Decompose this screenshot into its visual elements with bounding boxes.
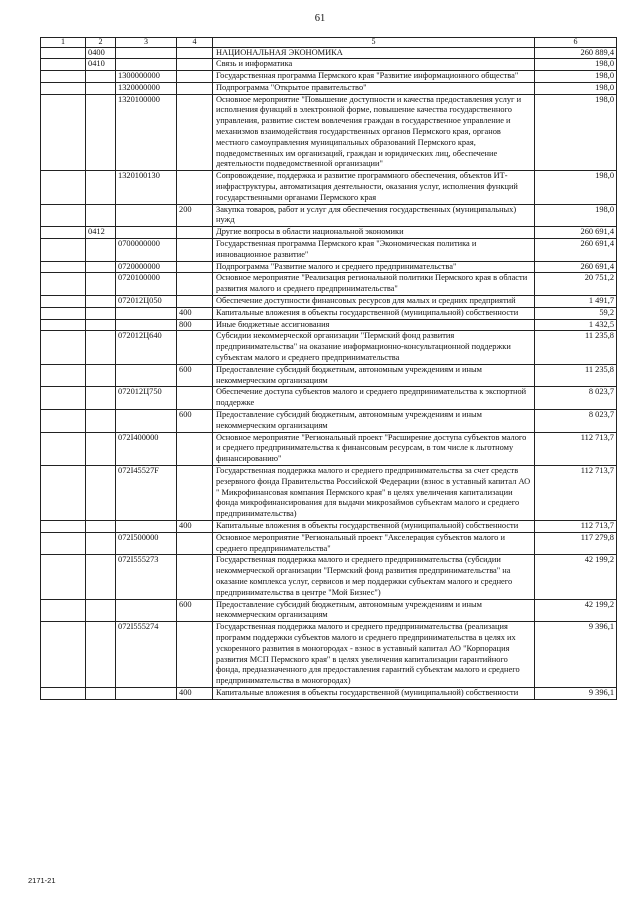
cell-amount: 198,0	[535, 94, 617, 171]
cell-expense-type: 400	[177, 307, 213, 319]
cell-name: Иные бюджетные ассигнования	[213, 319, 535, 331]
table-row	[41, 82, 617, 94]
column-number: 6	[535, 38, 617, 48]
cell-section-code	[86, 520, 116, 532]
cell-name: Сопровождение, поддержка и развитие программного обеспечения, объектов ИТ-инфраструктуры, автоматизация деятельности, оказания услуг, исполнения функций государственными органами Пермского края	[213, 171, 535, 204]
cell-expense-type: 600	[177, 410, 213, 433]
cell-col1	[41, 171, 86, 204]
cell-expense-type: 400	[177, 687, 213, 699]
cell-name: Государственная программа Пермского края "Развитие информационного общества"	[213, 71, 535, 83]
cell-target-code: 072012Ц640	[116, 331, 177, 364]
cell-col1	[41, 410, 86, 433]
cell-col1	[41, 94, 86, 171]
cell-name: Государственная поддержка малого и среднего предпринимательства за счет средств резервного фонда Правительства Российской Федерации (взнос в уставный капитал АО " Микрофинансовая компания Пермского края" в целях увеличения капитализации фонда микрофинансирования для выдачи микрозаймов субъектам малого и среднего предпринимательства)	[213, 465, 535, 520]
cell-target-code: 072I555273	[116, 555, 177, 599]
cell-section-code	[86, 687, 116, 699]
cell-name: Капитальные вложения в объекты государственной (муниципальной) собственности	[213, 307, 535, 319]
cell-section-code	[86, 555, 116, 599]
cell-section-code	[86, 532, 116, 555]
cell-section-code	[86, 410, 116, 433]
cell-col1	[41, 331, 86, 364]
table-row	[41, 94, 617, 171]
cell-amount: 112 713,7	[535, 465, 617, 520]
cell-col1	[41, 273, 86, 296]
table-row	[41, 364, 617, 387]
cell-name: Другие вопросы в области национальной экономики	[213, 227, 535, 239]
cell-section-code	[86, 273, 116, 296]
table-row	[41, 204, 617, 227]
column-number: 4	[177, 38, 213, 48]
cell-amount: 198,0	[535, 71, 617, 83]
table-row	[41, 261, 617, 273]
cell-section-code: 0410	[86, 59, 116, 71]
cell-target-code	[116, 227, 177, 239]
cell-section-code	[86, 261, 116, 273]
cell-section-code	[86, 387, 116, 410]
cell-expense-type	[177, 296, 213, 308]
column-number: 5	[213, 38, 535, 48]
cell-name: Обеспечение доступности финансовых ресурсов для малых и средних предприятий	[213, 296, 535, 308]
cell-target-code	[116, 47, 177, 59]
cell-section-code	[86, 599, 116, 622]
table-row	[41, 171, 617, 204]
cell-amount: 198,0	[535, 204, 617, 227]
cell-section-code	[86, 465, 116, 520]
cell-name: Основное мероприятие "Региональный проект "Акселерация субъектов малого и среднего предпринимательства"	[213, 532, 535, 555]
cell-expense-type: 200	[177, 204, 213, 227]
cell-target-code	[116, 307, 177, 319]
budget-table-body	[41, 38, 617, 700]
cell-amount: 260 691,4	[535, 261, 617, 273]
table-row	[41, 465, 617, 520]
cell-target-code: 1300000000	[116, 71, 177, 83]
cell-expense-type	[177, 331, 213, 364]
cell-section-code	[86, 432, 116, 465]
cell-section-code	[86, 204, 116, 227]
cell-name: Государственная поддержка малого и среднего предпринимательства (субсидии некоммерческой организации "Пермский фонд развития предпринимательства" на оказание комплекса услуг, сервисов и мер поддержки субъектам малого и среднего предпринимательства в центре "Мой Бизнес")	[213, 555, 535, 599]
cell-target-code: 072012Ц750	[116, 387, 177, 410]
table-row	[41, 687, 617, 699]
table-row	[41, 520, 617, 532]
cell-target-code	[116, 59, 177, 71]
cell-section-code: 0412	[86, 227, 116, 239]
table-row	[41, 296, 617, 308]
cell-name: НАЦИОНАЛЬНАЯ ЭКОНОМИКА	[213, 47, 535, 59]
cell-expense-type	[177, 94, 213, 171]
cell-name: Предоставление субсидий бюджетным, автономным учреждениям и иным некоммерческим организациям	[213, 364, 535, 387]
cell-section-code	[86, 331, 116, 364]
cell-expense-type	[177, 273, 213, 296]
cell-amount: 8 023,7	[535, 387, 617, 410]
cell-target-code: 072I555274	[116, 622, 177, 688]
cell-section-code: 0400	[86, 47, 116, 59]
cell-col1	[41, 599, 86, 622]
cell-col1	[41, 239, 86, 262]
cell-expense-type: 800	[177, 319, 213, 331]
cell-name: Основное мероприятие "Региональный проект "Расширение доступа субъектов малого и среднего предпринимательства к финансовым ресурсам, в том числе к льготному финансированию"	[213, 432, 535, 465]
cell-section-code	[86, 296, 116, 308]
cell-expense-type	[177, 47, 213, 59]
cell-name: Государственная программа Пермского края "Экономическая политика и инновационное развитие"	[213, 239, 535, 262]
footer-document-code: 2171-21	[28, 876, 56, 885]
cell-col1	[41, 71, 86, 83]
cell-expense-type	[177, 432, 213, 465]
cell-col1	[41, 432, 86, 465]
cell-name: Капитальные вложения в объекты государственной (муниципальной) собственности	[213, 520, 535, 532]
cell-expense-type	[177, 622, 213, 688]
cell-target-code	[116, 520, 177, 532]
cell-col1	[41, 555, 86, 599]
cell-name: Государственная поддержка малого и среднего предпринимательства (реализация программ поддержки субъектов малого и среднего предпринимательства в целях их ускоренного развития в моногородах - взнос в уставный капитал АО "Корпорация развития МСП Пермского края" в целях увеличения капитализации гарантийного фонда, предназначенного для предоставления гарантий субъектам малого и среднего предпринимательства в моногородах)	[213, 622, 535, 688]
cell-name: Предоставление субсидий бюджетным, автономным учреждениям и иным некоммерческим организациям	[213, 410, 535, 433]
cell-col1	[41, 204, 86, 227]
cell-amount: 1 491,7	[535, 296, 617, 308]
cell-col1	[41, 82, 86, 94]
cell-expense-type	[177, 261, 213, 273]
cell-col1	[41, 622, 86, 688]
cell-name: Основное мероприятие "Повышение доступности и качества предоставления услуг и исполнения функций в электронной форме, повышение качества государственного управления, развитие систем вовлечения граждан в государственное управление и механизмов взаимодействия государственных органов Пермского края, органов местного самоуправления муниципальных образований Пермского края, подведомственных им организаций, граждан и юридических лиц, обеспечение деятельности подведомственной организации"	[213, 94, 535, 171]
cell-section-code	[86, 71, 116, 83]
cell-col1	[41, 687, 86, 699]
cell-col1	[41, 465, 86, 520]
table-row	[41, 71, 617, 83]
cell-expense-type	[177, 59, 213, 71]
cell-col1	[41, 296, 86, 308]
cell-name: Основное мероприятие "Реализация региональной политики Пермского края в области развития малого и среднего предпринимательства"	[213, 273, 535, 296]
cell-target-code: 072012Ц050	[116, 296, 177, 308]
column-number: 3	[116, 38, 177, 48]
cell-amount: 198,0	[535, 171, 617, 204]
cell-amount: 8 023,7	[535, 410, 617, 433]
cell-name: Предоставление субсидий бюджетным, автономным учреждениям и иным некоммерческим организациям	[213, 599, 535, 622]
cell-target-code: 072I400000	[116, 432, 177, 465]
cell-col1	[41, 307, 86, 319]
cell-expense-type	[177, 239, 213, 262]
column-number: 1	[41, 38, 86, 48]
cell-col1	[41, 364, 86, 387]
cell-target-code: 1320100130	[116, 171, 177, 204]
cell-expense-type: 600	[177, 599, 213, 622]
cell-expense-type	[177, 71, 213, 83]
column-number-row	[41, 38, 617, 48]
cell-amount: 117 279,8	[535, 532, 617, 555]
cell-amount: 42 199,2	[535, 599, 617, 622]
cell-name: Подпрограмма "Открытое правительство"	[213, 82, 535, 94]
table-row	[41, 273, 617, 296]
cell-col1	[41, 227, 86, 239]
cell-name: Обеспечение доступа субъектов малого и среднего предпринимательства к экспортной поддержке	[213, 387, 535, 410]
page-number: 61	[314, 13, 326, 24]
cell-target-code: 072I45527F	[116, 465, 177, 520]
cell-expense-type	[177, 532, 213, 555]
table-row	[41, 432, 617, 465]
cell-target-code: 0720100000	[116, 273, 177, 296]
cell-expense-type	[177, 465, 213, 520]
cell-target-code: 1320100000	[116, 94, 177, 171]
cell-target-code	[116, 687, 177, 699]
table-row	[41, 239, 617, 262]
table-row	[41, 387, 617, 410]
cell-amount: 112 713,7	[535, 432, 617, 465]
cell-name: Закупка товаров, работ и услуг для обеспечения государственных (муниципальных) нужд	[213, 204, 535, 227]
column-number: 2	[86, 38, 116, 48]
cell-amount: 198,0	[535, 59, 617, 71]
cell-amount: 1 432,5	[535, 319, 617, 331]
table-row	[41, 59, 617, 71]
cell-amount: 42 199,2	[535, 555, 617, 599]
cell-target-code	[116, 204, 177, 227]
cell-expense-type: 600	[177, 364, 213, 387]
cell-expense-type	[177, 82, 213, 94]
cell-col1	[41, 261, 86, 273]
cell-col1	[41, 520, 86, 532]
cell-section-code	[86, 622, 116, 688]
cell-col1	[41, 319, 86, 331]
cell-amount: 11 235,8	[535, 331, 617, 364]
cell-target-code: 0700000000	[116, 239, 177, 262]
cell-section-code	[86, 307, 116, 319]
table-row	[41, 319, 617, 331]
cell-amount: 260 691,4	[535, 239, 617, 262]
budget-table	[40, 37, 617, 700]
table-row	[41, 227, 617, 239]
cell-target-code: 0720000000	[116, 261, 177, 273]
cell-expense-type	[177, 555, 213, 599]
cell-name: Капитальные вложения в объекты государственной (муниципальной) собственности	[213, 687, 535, 699]
cell-col1	[41, 387, 86, 410]
cell-amount: 59,2	[535, 307, 617, 319]
cell-section-code	[86, 364, 116, 387]
cell-amount: 260 889,4	[535, 47, 617, 59]
table-row	[41, 532, 617, 555]
cell-col1	[41, 47, 86, 59]
cell-col1	[41, 532, 86, 555]
cell-target-code	[116, 599, 177, 622]
cell-amount: 260 691,4	[535, 227, 617, 239]
cell-col1	[41, 59, 86, 71]
cell-section-code	[86, 171, 116, 204]
cell-target-code	[116, 410, 177, 433]
cell-amount: 11 235,8	[535, 364, 617, 387]
cell-name: Подпрограмма "Развитие малого и среднего предпринимательства"	[213, 261, 535, 273]
cell-amount: 9 396,1	[535, 687, 617, 699]
table-row	[41, 622, 617, 688]
cell-target-code: 072I500000	[116, 532, 177, 555]
table-row	[41, 331, 617, 364]
cell-target-code	[116, 319, 177, 331]
cell-target-code	[116, 364, 177, 387]
cell-expense-type	[177, 387, 213, 410]
cell-section-code	[86, 239, 116, 262]
table-row	[41, 599, 617, 622]
cell-amount: 20 751,2	[535, 273, 617, 296]
cell-section-code	[86, 82, 116, 94]
table-row	[41, 555, 617, 599]
cell-expense-type	[177, 227, 213, 239]
table-row	[41, 410, 617, 433]
cell-target-code: 1320000000	[116, 82, 177, 94]
cell-expense-type	[177, 171, 213, 204]
cell-amount: 198,0	[535, 82, 617, 94]
cell-expense-type: 400	[177, 520, 213, 532]
cell-name: Связь и информатика	[213, 59, 535, 71]
cell-section-code	[86, 319, 116, 331]
cell-section-code	[86, 94, 116, 171]
cell-name: Субсидии некоммерческой организации "Пермский фонд развития предпринимательства" на оказание информационно-консультационной поддержки субъектам малого и среднего предпринимательства	[213, 331, 535, 364]
table-row	[41, 47, 617, 59]
cell-amount: 112 713,7	[535, 520, 617, 532]
table-row	[41, 307, 617, 319]
cell-amount: 9 396,1	[535, 622, 617, 688]
